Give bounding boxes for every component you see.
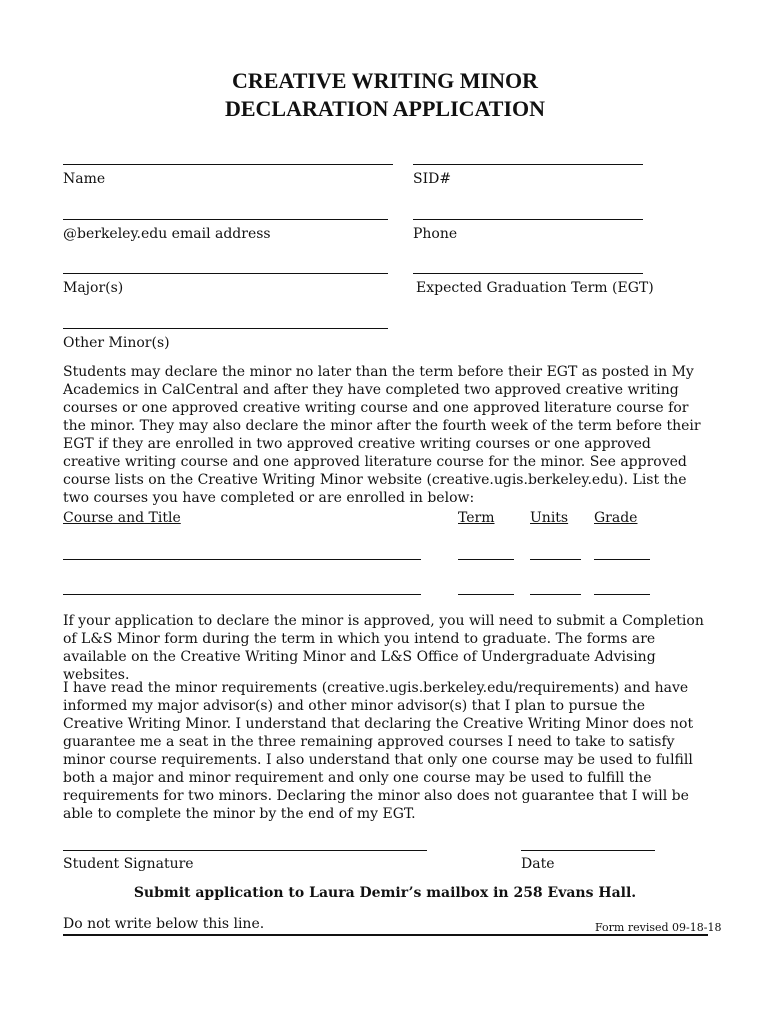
name-label: Name xyxy=(63,171,106,187)
footer-divider xyxy=(63,934,708,936)
intro-paragraph: Students may declare the minor no later than the term before their EGT as posted in My Academics in CalCentral and after they have completed two approved creative writing courses or one approved creative writing course and one approved literature course for the minor. They may also declare the minor after the fourth week of the term before their EGT if they are enrolled in two approved creative writing courses or one approved creative writing course and one approved literature course for the minor. See approved course lists on the Creative Writing Minor website (creative.ugis.berkeley.edu). List the two courses you have completed or are enrolled in below: xyxy=(63,364,701,506)
course-header: Course and Title xyxy=(63,510,181,526)
email-label: @berkeley.edu email address xyxy=(63,226,271,242)
form-revised-label: Form revised 09-18-18 xyxy=(595,921,722,934)
form-title-line-1: CREATIVE WRITING MINOR xyxy=(231,68,538,93)
name-input-line[interactable] xyxy=(63,164,393,165)
sid-input-line[interactable] xyxy=(413,164,643,165)
course-2-term-line[interactable] xyxy=(458,594,514,595)
course-2-units-line[interactable] xyxy=(530,594,581,595)
date-label: Date xyxy=(521,856,555,872)
do-not-write-label: Do not write below this line. xyxy=(63,916,265,932)
student-signature-label: Student Signature xyxy=(63,856,194,872)
course-1-title-line[interactable] xyxy=(63,559,421,560)
other-minors-label: Other Minor(s) xyxy=(63,335,170,351)
course-2-title-line[interactable] xyxy=(63,594,421,595)
egt-input-line[interactable] xyxy=(413,273,643,274)
course-2-grade-line[interactable] xyxy=(594,594,650,595)
units-header: Units xyxy=(530,510,569,526)
completion-paragraph: If your application to declare the minor is approved, you will need to submit a Completion of L&S Minor form during the term in which you intend to graduate. The forms are available on the Creative Writing Minor and L&S Office of Undergraduate Advising websites. xyxy=(63,613,704,683)
signature-input-line[interactable] xyxy=(63,850,427,851)
grade-header: Grade xyxy=(594,510,638,526)
form-title-line-2: DECLARATION APPLICATION xyxy=(224,96,546,121)
email-input-line[interactable] xyxy=(63,219,388,220)
majors-input-line[interactable] xyxy=(63,273,388,274)
agreement-paragraph: I have read the minor requirements (creative.ugis.berkeley.edu/requirements) and have informed my major advisor(s) and other minor advisor(s) that I plan to pursue the Creative Writing Minor. I understand that declaring the Creative Writing Minor does not guarantee me a seat in the three remaining approved courses I need to take to satisfy minor course requirements. I also understand that only one course may be used to fulfill both a major and minor requirement and only one course may be used to fulfill the requirements for two minors. Declaring the minor also does not guarantee that I will be able to complete the minor by the end of my EGT. xyxy=(63,680,694,822)
phone-label: Phone xyxy=(413,226,458,242)
phone-input-line[interactable] xyxy=(413,219,643,220)
majors-label: Major(s) xyxy=(63,280,124,296)
submit-note: Submit application to Laura Demir’s mailbox in 258 Evans Hall. xyxy=(133,885,637,901)
date-input-line[interactable] xyxy=(521,850,655,851)
course-1-grade-line[interactable] xyxy=(594,559,650,560)
egt-label: Expected Graduation Term (EGT) xyxy=(416,280,654,296)
other-minors-input-line[interactable] xyxy=(63,328,388,329)
sid-label: SID# xyxy=(413,171,452,187)
course-1-units-line[interactable] xyxy=(530,559,581,560)
term-header: Term xyxy=(458,510,495,526)
course-1-term-line[interactable] xyxy=(458,559,514,560)
